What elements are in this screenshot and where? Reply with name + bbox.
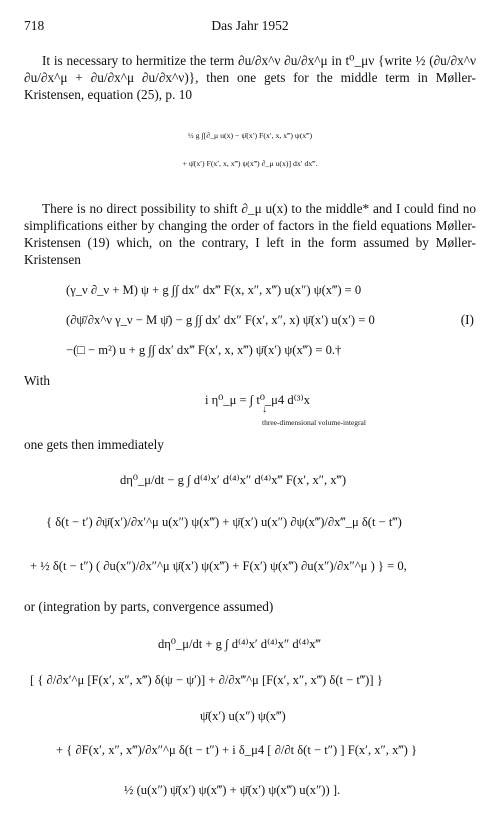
equation-eta-definition: i η⁰_μ = ∫ t⁰_μ4 d⁽³⁾x [205, 393, 310, 407]
equation-partial-line-5: ½ (u(x″) ψ̄(x′) ψ(x‴) + ψ̄(x′) ψ(x‴) u(x″)) ]. [124, 783, 341, 797]
equation-time-derivative-line-2: { δ(t − t′) ∂ψ̄(x′)/∂x′^μ u(x″) ψ(x‴) + ψ̄(x′) u(x″) ∂ψ(x‴)/∂x‴_μ δ(t − t‴) [46, 515, 402, 529]
equation-middle-term-line-1: ½ g ∫[∂_μ u(x) − ψ̄(x′) F(x′, x, x‴) ψ(x‴) [187, 131, 313, 140]
equation-partial-line-3: ψ̄(x′) u(x″) ψ(x‴) [200, 709, 286, 723]
equation-label-I: (I) [460, 312, 474, 327]
equation-partial-line-4: + { ∂F(x′, x″, x‴)/∂x″^μ δ(t − t″) + i δ_μ4 [ ∂/∂t δ(t − t″) ] F(x′, x″, x‴) } [56, 743, 418, 757]
paragraph-one-gets: one gets then immediately [24, 437, 164, 452]
page-header [24, 18, 476, 36]
paragraph-integration-by-parts: or (integration by parts, convergence assumed) [24, 599, 274, 614]
paragraph-no-direct-shift: There is no direct possibility to shift ∂_μ u(x) to the middle* and I could find no simplifications either by changing the order of factors in the field equations Møller-Kristensen (19) which, on the contrary, I left in the form assumed by Møller-Kristensen [24, 201, 476, 267]
equation-partial-line-2: [ { ∂/∂x′^μ [F(x′, x″, x‴) δ(ψ − ψ′)] + ∂/∂x‴^μ [F(x′, x″, x‴) δ(t − t‴)] } [30, 673, 383, 687]
text-with: With [24, 373, 51, 388]
volume-integral-note: three-dimensional volume-integral [262, 418, 366, 427]
equation-partial-line-1: dη⁰_μ/dt + g ∫ d⁽⁴⁾x′ d⁽⁴⁾x″ d⁽⁴⁾x‴ [158, 637, 321, 651]
field-equation-2: (∂ψ̄/∂x^ν γ_ν − M ψ̄) − g ∫∫ dx′ dx″ F(x′, x″, x) ψ̄(x′) u(x′) = 0 [66, 313, 375, 327]
page-number: 718 [24, 18, 45, 33]
equation-middle-term-line-2: + ψ̄(x′) F(x′, x, x‴) ψ(x‴) ∂_μ u(x)] dx′ dx‴. [182, 159, 318, 168]
equation-time-derivative-line-1: dη⁰_μ/dt − g ∫ d⁽⁴⁾x′ d⁽⁴⁾x″ d⁽⁴⁾x‴ F(x′, x″, x‴) [120, 473, 347, 487]
down-arrow-icon: ↓ [262, 404, 267, 415]
field-equation-1: (γ_ν ∂_ν + M) ψ + g ∫∫ dx″ dx‴ F(x, x″, x‴) u(x″) ψ(x‴) = 0 [66, 283, 362, 297]
field-equation-3: −(□ − m²) u + g ∫∫ dx′ dx‴ F(x′, x, x‴) ψ̄(x′) ψ(x‴) = 0.† [66, 343, 342, 357]
running-title: Das Jahr 1952 [211, 18, 289, 33]
equation-time-derivative-line-3: + ½ δ(t − t″) ( ∂u(x″)/∂x″^μ ψ̄(x′) ψ(x‴) + F(x′) ψ(x‴) ∂u(x″)/∂x″^μ ) } = 0, [30, 559, 407, 573]
paragraph-hermitize: It is necessary to hermitize the term ∂u/∂x^ν ∂u/∂x^μ in t⁰_μν {write ½ (∂u/∂x^ν ∂u/∂x^μ + ∂u/∂x^μ ∂u/∂x^ν)}, then one gets for the middle term in Møller-Kristensen, equation (25), p. 10 [24, 53, 476, 102]
